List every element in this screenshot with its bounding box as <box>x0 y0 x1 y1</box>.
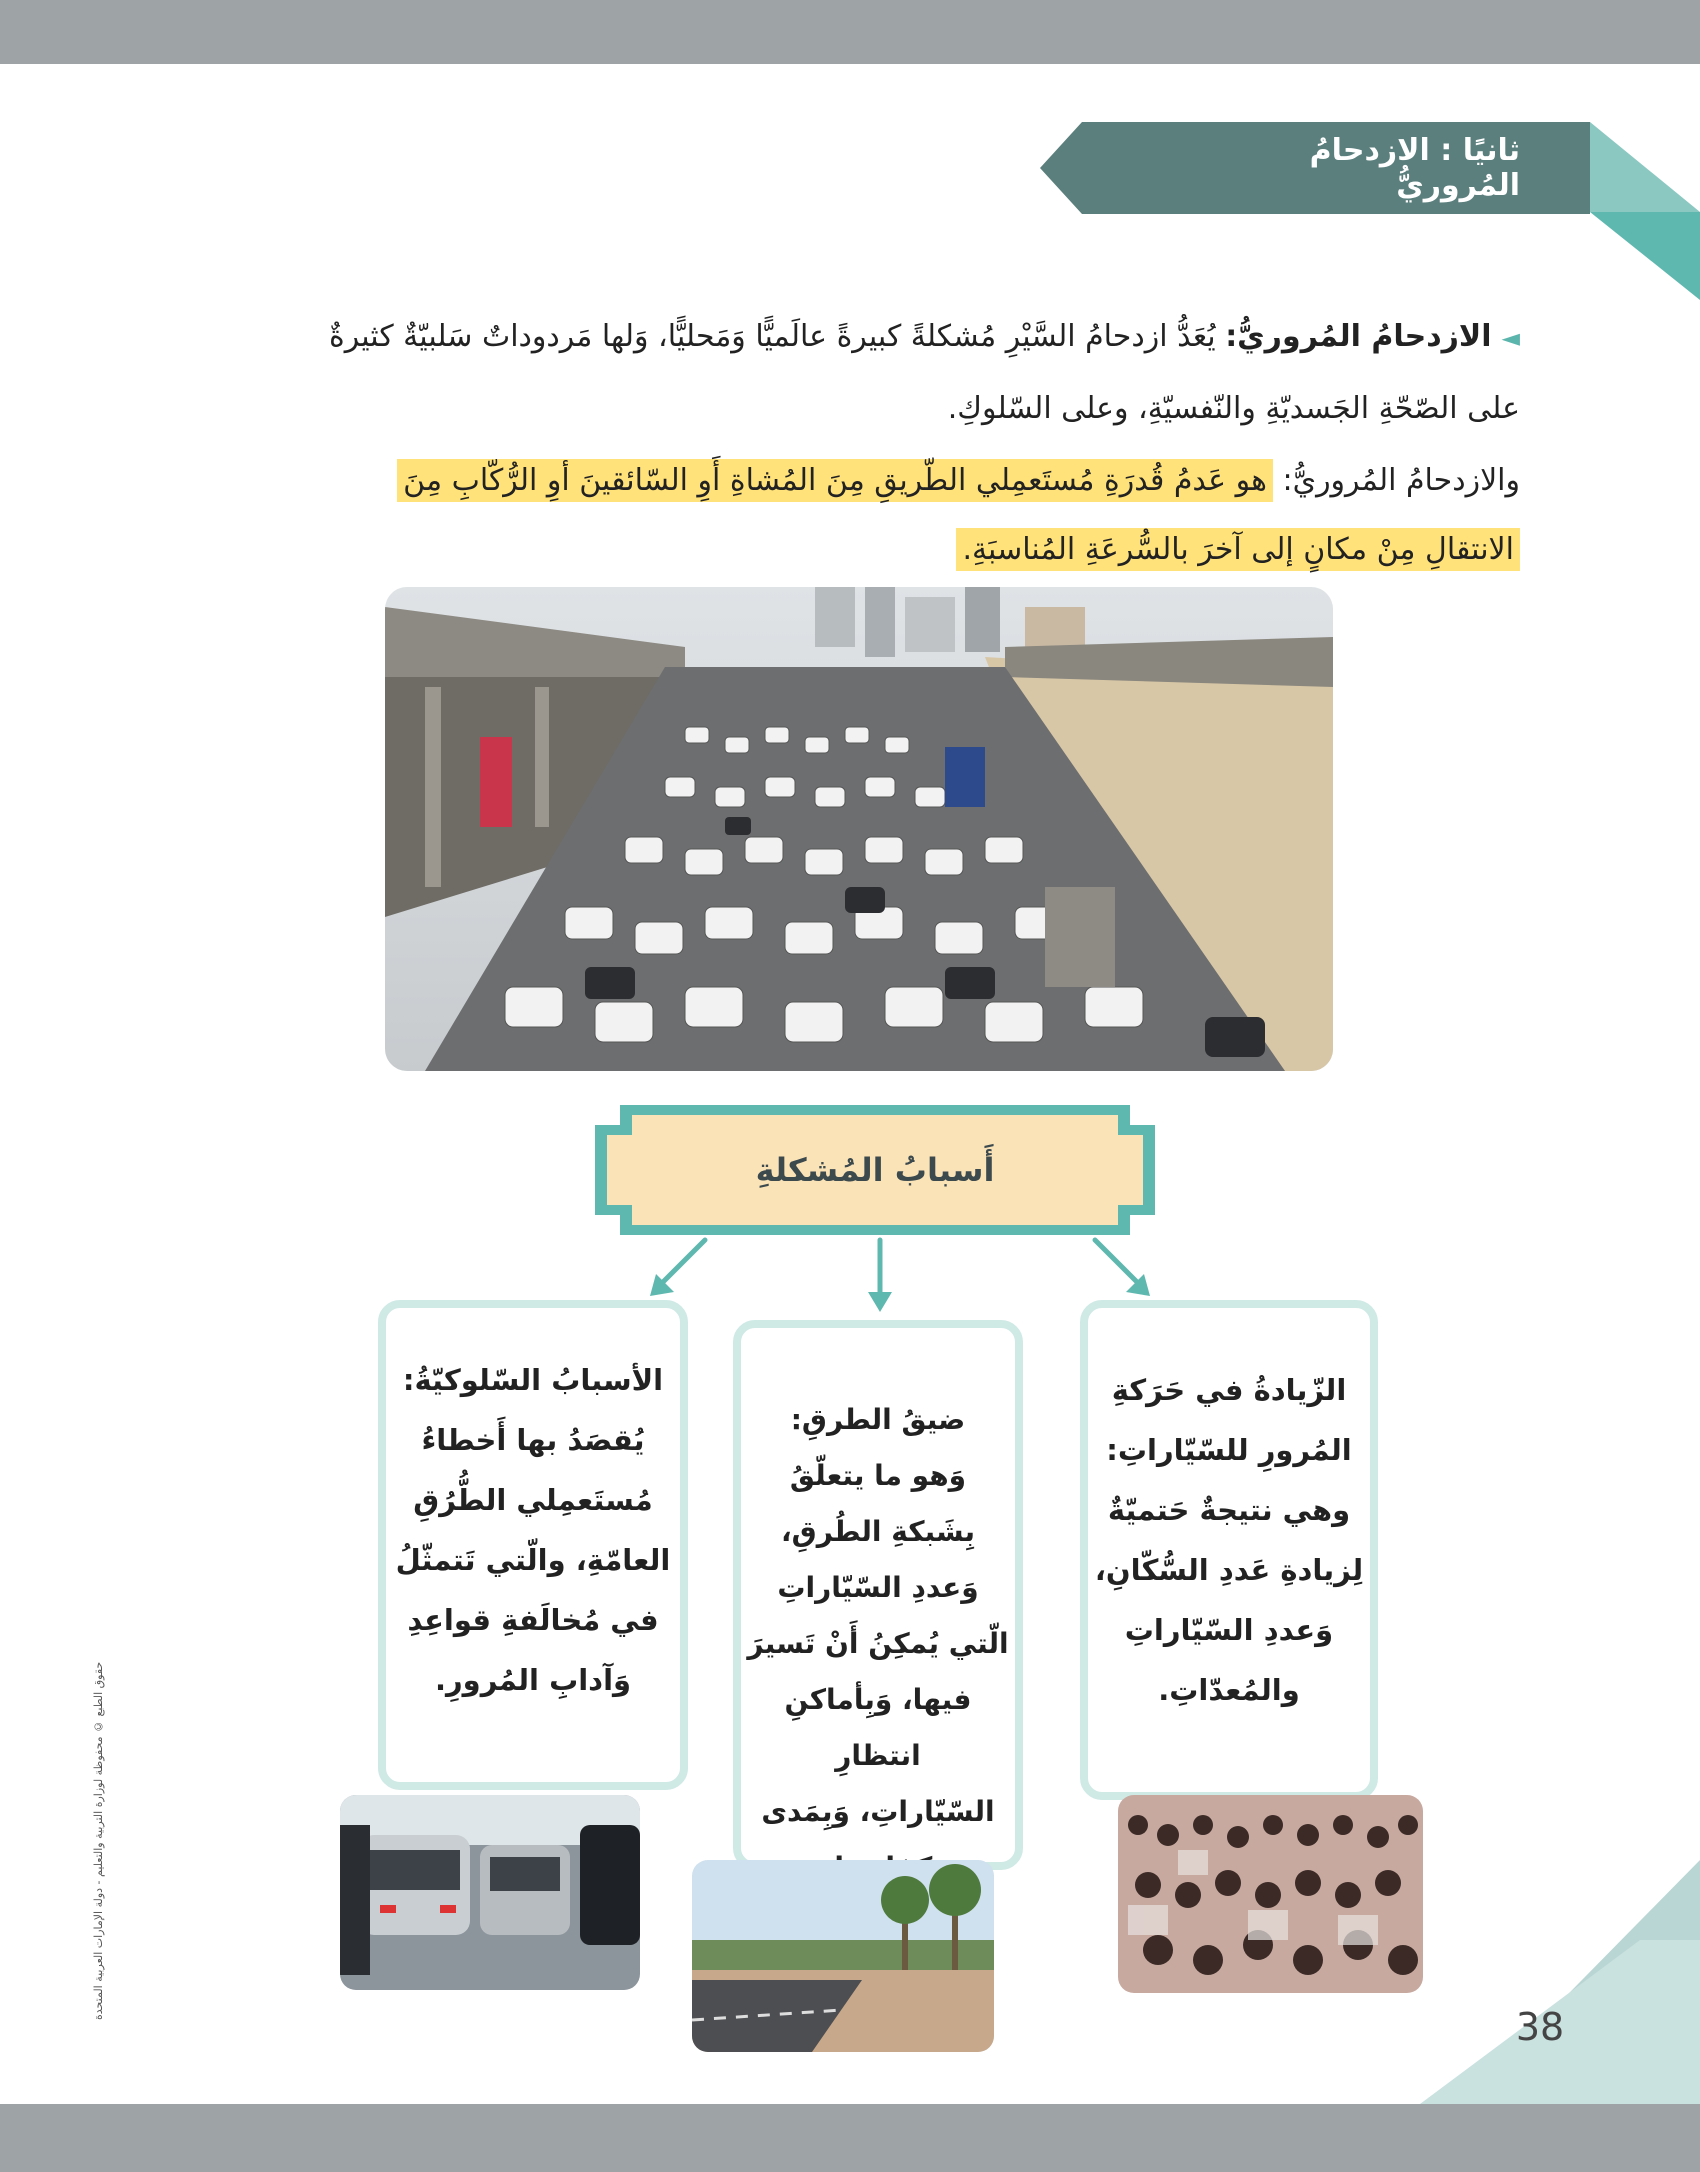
intro-line1-rest: يُعَدُّ ازدحامُ السَّيْرِ مُشكلةً كبيرةً عالَميًّا وَمَحليًّا، وَلها مَردوداتٌ سَلبيّةٌ كثيرةٌ <box>328 319 1216 354</box>
intro-line-2: على الصّحّةِ الجَسديّةِ والنّفسيّةِ، وعلى السّلوكِ. <box>947 391 1520 426</box>
card3-line: وَآدابِ المُرورِ. <box>434 1663 632 1697</box>
card2-line: وَهو ما يتعلّقُ <box>789 1459 967 1492</box>
card1-line: لِزيادةِ عَددِ السُّكّانِ، <box>1094 1553 1364 1587</box>
card2-line: الّتي يُمكِنُ أَنْ تَسيرَ <box>747 1627 1009 1660</box>
card3-line: مُستَعمِلي الطُّرُقِ <box>413 1483 653 1517</box>
card1-line: وَعددِ السّيّاراتِ <box>1124 1613 1334 1647</box>
causes-title: أَسبابُ المُشكلةِ <box>755 1151 995 1189</box>
definition-lead: والازدحامُ المُروريُّ: <box>1282 463 1520 498</box>
copyright-note: حقوق الطبع © محفوظة لوزارة التربية والتعليم - دولة الإمارات العربية المتحدة <box>92 1661 105 2020</box>
section-title: ثانيًا : الازدحامُ المُروريُّ <box>1309 133 1520 203</box>
card2-line: ضيقُ الطرقِ: <box>790 1403 966 1436</box>
page-number: 38 <box>1515 2005 1565 2049</box>
definition-highlight-1: هو عَدمُ قُدرَةِ مُستَعمِلي الطّريقِ مِنَ المُشاةِ أَوِ السّائقينَ أوِ الرُّكّابِ مِنَ <box>397 459 1273 502</box>
card3-line: الأسبابُ السّلوكيّةُ: <box>402 1363 664 1397</box>
card3-line: العامّةِ، والّتي تَتمثّلُ <box>395 1543 671 1577</box>
card1-line: وهي نتيجةٌ حَتميّةٌ <box>1107 1493 1351 1527</box>
card3-line: يُقصَدُ بها أَخطاءُ <box>421 1423 645 1457</box>
card1-line: المُرورِ للسّيّاراتِ: <box>1106 1433 1352 1467</box>
bottom-bar <box>0 2104 1700 2172</box>
card2-line: السّيّاراتِ، وَبِمَدى <box>761 1795 995 1828</box>
bullet-icon: ◄ <box>1501 324 1520 352</box>
intro-term: الازدحامُ المُروريُّ: <box>1225 319 1492 354</box>
card1-line: والمُعدّاتِ. <box>1158 1673 1300 1707</box>
card3-line: في مُخالَفةِ قواعِدِ <box>407 1603 659 1637</box>
card1-line: الزّيادةُ في حَرَكةِ <box>1111 1373 1347 1407</box>
card2-line: وَعددِ السّيّاراتِ <box>777 1571 979 1604</box>
card2-line: فيها، وَبِأماكنِ انتظارِ <box>784 1683 972 1772</box>
definition-highlight-2: الانتقالِ مِنْ مكانٍ إلى آخرَ بالسُّرعَةِ المُناسبَةِ. <box>956 528 1520 571</box>
card2-line: بِشَبكةِ الطُرقِ، <box>781 1515 975 1548</box>
